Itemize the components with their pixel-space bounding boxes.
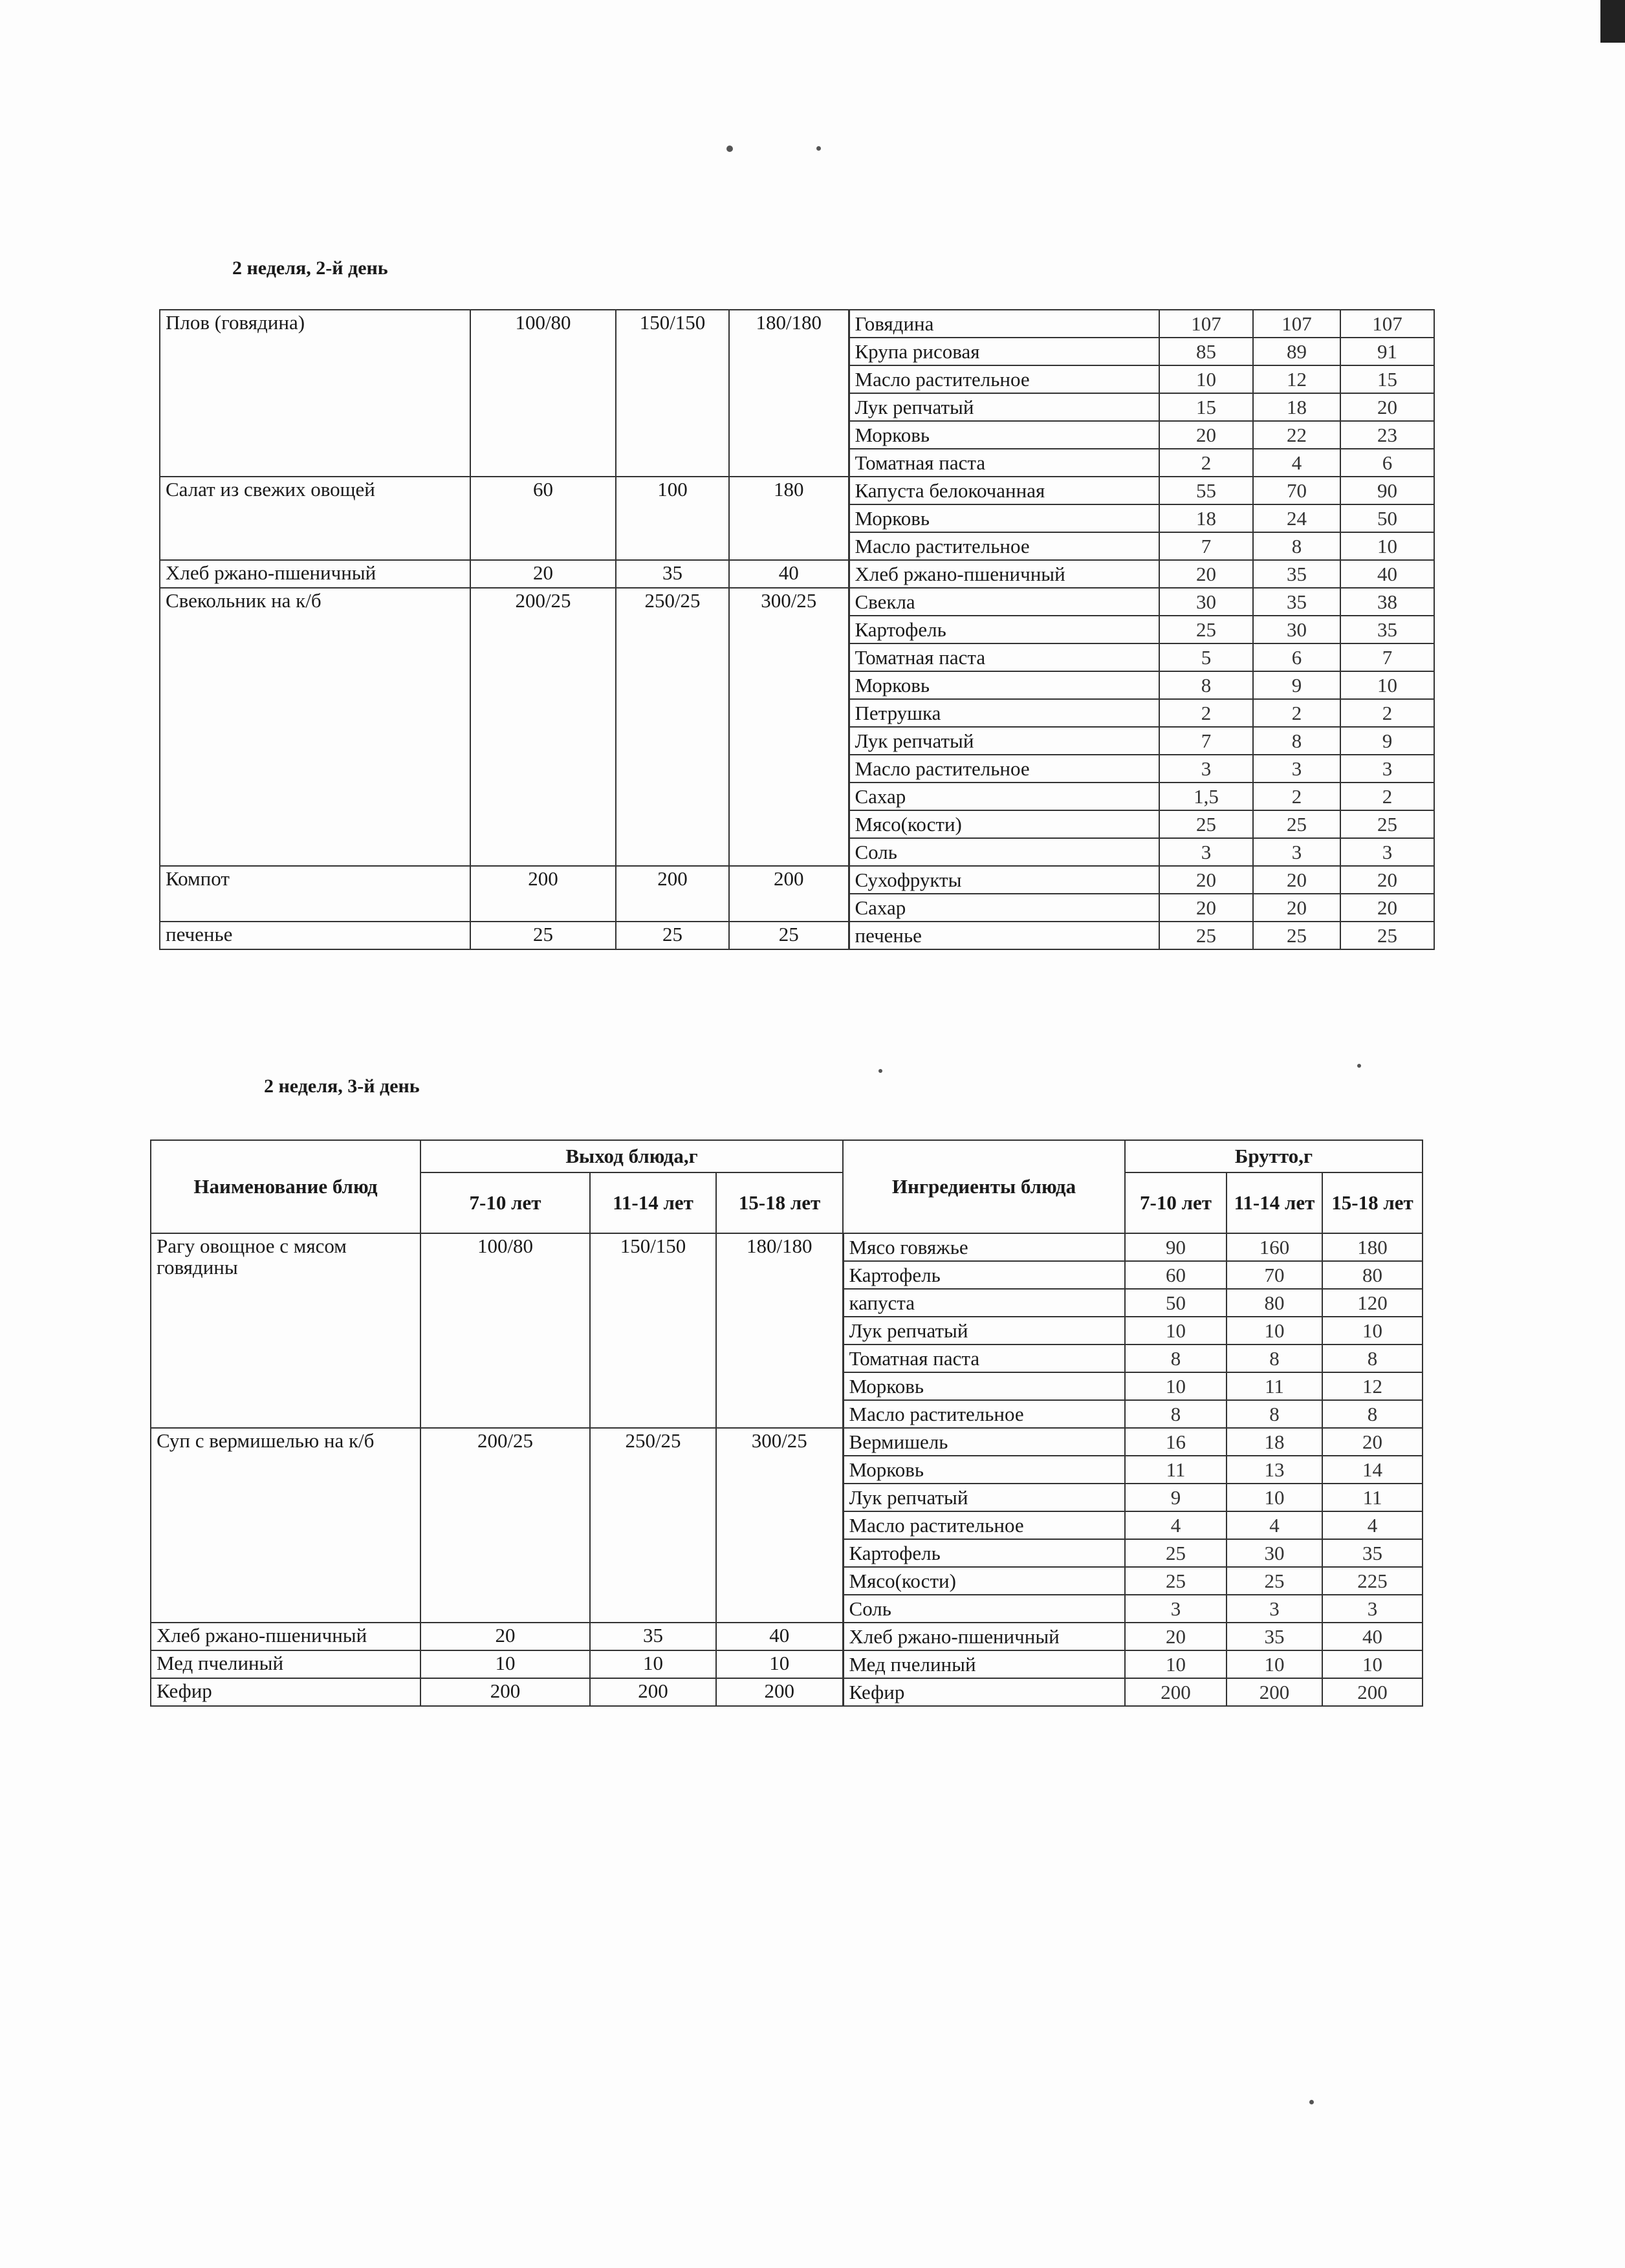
dish-name: Хлеб ржано-пшеничный (151, 1623, 420, 1650)
ingredient-name: Соль (849, 838, 1159, 866)
dish-yield: 180 (729, 477, 849, 560)
brutto-value: 20 (1340, 393, 1434, 421)
brutto-value: 180 (1322, 1233, 1423, 1261)
brutto-value: 35 (1322, 1539, 1423, 1567)
brutto-value: 11 (1125, 1456, 1227, 1484)
ingredient-name: Вермишель (843, 1428, 1125, 1456)
dish-yield: 250/25 (616, 588, 729, 866)
brutto-value: 10 (1227, 1650, 1322, 1678)
table-row (151, 1428, 1423, 1456)
brutto-value: 10 (1227, 1317, 1322, 1345)
brutto-value: 20 (1253, 894, 1340, 922)
ingredient-name: Сахар (849, 783, 1159, 810)
brutto-value: 200 (1125, 1678, 1227, 1706)
ingredient-name: Масло растительное (849, 532, 1159, 560)
ingredient-name: Петрушка (849, 699, 1159, 727)
brutto-value: 6 (1340, 449, 1434, 477)
table-row (151, 1650, 1423, 1678)
brutto-value: 8 (1227, 1345, 1322, 1372)
ingredient-name: Морковь (849, 421, 1159, 449)
brutto-value: 70 (1253, 477, 1340, 504)
ingredient-name: Хлеб ржано-пшеничный (849, 560, 1159, 588)
table-row (160, 866, 1434, 894)
brutto-value: 14 (1322, 1456, 1423, 1484)
brutto-value: 40 (1322, 1623, 1423, 1650)
dish-yield: 180/180 (716, 1233, 843, 1428)
header-yield-age: 11-14 лет (590, 1172, 716, 1233)
brutto-value: 18 (1253, 393, 1340, 421)
brutto-value: 35 (1253, 560, 1340, 588)
table-row (160, 922, 1434, 949)
ingredient-name: Мясо(кости) (849, 810, 1159, 838)
dish-name: Суп с вермишелью на к/б (151, 1428, 420, 1623)
brutto-value: 25 (1159, 810, 1253, 838)
dish-yield: 10 (590, 1650, 716, 1678)
ingredient-name: Масло растительное (849, 365, 1159, 393)
section-title-day3: 2 неделя, 3-й день (264, 1075, 420, 1097)
scan-speck (816, 146, 821, 151)
dish-yield: 40 (729, 560, 849, 588)
ingredient-name: Картофель (849, 616, 1159, 643)
ingredient-name: Мед пчелиный (843, 1650, 1125, 1678)
brutto-value: 80 (1227, 1289, 1322, 1317)
brutto-value: 20 (1159, 894, 1253, 922)
dish-yield: 10 (420, 1650, 590, 1678)
dish-yield: 200 (729, 866, 849, 922)
brutto-value: 11 (1322, 1484, 1423, 1511)
brutto-value: 50 (1125, 1289, 1227, 1317)
ingredient-name: Морковь (849, 504, 1159, 532)
header-ingredients: Ингредиенты блюда (843, 1140, 1125, 1233)
brutto-value: 2 (1340, 783, 1434, 810)
brutto-value: 7 (1159, 532, 1253, 560)
brutto-value: 225 (1322, 1567, 1423, 1595)
dish-yield: 40 (716, 1623, 843, 1650)
brutto-value: 11 (1227, 1372, 1322, 1400)
dish-name: Плов (говядина) (160, 310, 470, 477)
brutto-value: 1,5 (1159, 783, 1253, 810)
dish-yield: 25 (616, 922, 729, 949)
brutto-value: 10 (1322, 1317, 1423, 1345)
dish-yield: 60 (470, 477, 616, 560)
brutto-value: 38 (1340, 588, 1434, 616)
brutto-value: 25 (1253, 922, 1340, 949)
brutto-value: 8 (1322, 1345, 1423, 1372)
brutto-value: 25 (1340, 810, 1434, 838)
dish-name: Компот (160, 866, 470, 922)
brutto-value: 20 (1322, 1428, 1423, 1456)
ingredient-name: Сахар (849, 894, 1159, 922)
brutto-value: 10 (1340, 671, 1434, 699)
table-row (151, 1678, 1423, 1706)
header-dish-name: Наименование блюд (151, 1140, 420, 1233)
ingredient-name: Сухофрукты (849, 866, 1159, 894)
brutto-value: 25 (1125, 1539, 1227, 1567)
ingredient-name: Морковь (849, 671, 1159, 699)
table-row (151, 1623, 1423, 1650)
dish-yield: 300/25 (729, 588, 849, 866)
brutto-value: 90 (1340, 477, 1434, 504)
header-yield: Выход блюда,г (420, 1140, 843, 1172)
brutto-value: 10 (1125, 1317, 1227, 1345)
ingredient-name: Масло растительное (843, 1400, 1125, 1428)
brutto-value: 70 (1227, 1261, 1322, 1289)
dish-name: Рагу овощное с мясом говядины (151, 1233, 420, 1428)
brutto-value: 35 (1253, 588, 1340, 616)
ingredient-name: Хлеб ржано-пшеничный (843, 1623, 1125, 1650)
ingredient-name: Томатная паста (849, 449, 1159, 477)
brutto-value: 3 (1159, 838, 1253, 866)
brutto-value: 8 (1253, 532, 1340, 560)
brutto-value: 20 (1159, 866, 1253, 894)
brutto-value: 9 (1125, 1484, 1227, 1511)
dish-name: Салат из свежих овощей (160, 477, 470, 560)
brutto-value: 30 (1227, 1539, 1322, 1567)
ingredient-name: Картофель (843, 1539, 1125, 1567)
dish-name: печенье (160, 922, 470, 949)
ingredient-name: Лук репчатый (849, 727, 1159, 755)
scan-speck (726, 146, 733, 152)
ingredient-name: Лук репчатый (843, 1317, 1125, 1345)
brutto-value: 3 (1125, 1595, 1227, 1623)
brutto-value: 90 (1125, 1233, 1227, 1261)
brutto-value: 23 (1340, 421, 1434, 449)
ingredient-name: Морковь (843, 1456, 1125, 1484)
brutto-value: 24 (1253, 504, 1340, 532)
brutto-value: 8 (1253, 727, 1340, 755)
dish-yield: 200 (420, 1678, 590, 1706)
brutto-value: 15 (1159, 393, 1253, 421)
brutto-value: 3 (1253, 755, 1340, 783)
brutto-value: 3 (1227, 1595, 1322, 1623)
ingredient-name: Крупа рисовая (849, 338, 1159, 365)
brutto-value: 4 (1227, 1511, 1322, 1539)
brutto-value: 107 (1253, 310, 1340, 338)
brutto-value: 16 (1125, 1428, 1227, 1456)
brutto-value: 9 (1253, 671, 1340, 699)
brutto-value: 3 (1322, 1595, 1423, 1623)
dish-yield: 150/150 (616, 310, 729, 477)
brutto-value: 25 (1253, 810, 1340, 838)
dish-yield: 20 (420, 1623, 590, 1650)
brutto-value: 10 (1322, 1650, 1423, 1678)
brutto-value: 18 (1159, 504, 1253, 532)
brutto-value: 13 (1227, 1456, 1322, 1484)
ingredient-name: Мясо(кости) (843, 1567, 1125, 1595)
ingredient-name: Томатная паста (843, 1345, 1125, 1372)
brutto-value: 200 (1322, 1678, 1423, 1706)
brutto-value: 25 (1227, 1567, 1322, 1595)
ingredient-name: Масло растительное (849, 755, 1159, 783)
brutto-value: 3 (1340, 838, 1434, 866)
brutto-value: 60 (1125, 1261, 1227, 1289)
brutto-value: 2 (1340, 699, 1434, 727)
brutto-value: 4 (1125, 1511, 1227, 1539)
ingredient-name: Лук репчатый (849, 393, 1159, 421)
brutto-value: 8 (1125, 1400, 1227, 1428)
brutto-value: 5 (1159, 643, 1253, 671)
scan-speck (1309, 2100, 1314, 2104)
brutto-value: 8 (1159, 671, 1253, 699)
dish-yield: 35 (590, 1623, 716, 1650)
dish-name: Свекольник на к/б (160, 588, 470, 866)
dish-yield: 200/25 (420, 1428, 590, 1623)
dish-yield: 200 (470, 866, 616, 922)
dish-yield: 100/80 (470, 310, 616, 477)
brutto-value: 2 (1159, 699, 1253, 727)
menu-table-day3 (150, 1139, 1423, 1707)
dish-yield: 100 (616, 477, 729, 560)
brutto-value: 91 (1340, 338, 1434, 365)
brutto-value: 85 (1159, 338, 1253, 365)
dish-yield: 10 (716, 1650, 843, 1678)
menu-table-day2 (159, 309, 1435, 950)
dish-yield: 180/180 (729, 310, 849, 477)
dish-yield: 200/25 (470, 588, 616, 866)
brutto-value: 2 (1159, 449, 1253, 477)
brutto-value: 3 (1253, 838, 1340, 866)
brutto-value: 20 (1159, 421, 1253, 449)
brutto-value: 89 (1253, 338, 1340, 365)
header-brutto-age: 11-14 лет (1227, 1172, 1322, 1233)
brutto-value: 30 (1159, 588, 1253, 616)
dish-yield: 250/25 (590, 1428, 716, 1623)
brutto-value: 3 (1340, 755, 1434, 783)
ingredient-name: Кефир (843, 1678, 1125, 1706)
brutto-value: 40 (1340, 560, 1434, 588)
dish-name: Мед пчелиный (151, 1650, 420, 1678)
dish-name: Хлеб ржано-пшеничный (160, 560, 470, 588)
brutto-value: 10 (1125, 1650, 1227, 1678)
brutto-value: 12 (1322, 1372, 1423, 1400)
brutto-value: 35 (1227, 1623, 1322, 1650)
table-row (160, 310, 1434, 338)
brutto-value: 55 (1159, 477, 1253, 504)
brutto-value: 2 (1253, 699, 1340, 727)
scan-speck (878, 1069, 882, 1073)
brutto-value: 3 (1159, 755, 1253, 783)
brutto-value: 8 (1322, 1400, 1423, 1428)
brutto-value: 6 (1253, 643, 1340, 671)
brutto-value: 2 (1253, 783, 1340, 810)
brutto-value: 10 (1159, 365, 1253, 393)
brutto-value: 10 (1340, 532, 1434, 560)
ingredient-name: капуста (843, 1289, 1125, 1317)
brutto-value: 25 (1159, 616, 1253, 643)
table-row (151, 1233, 1423, 1261)
ingredient-name: Мясо говяжье (843, 1233, 1125, 1261)
ingredient-name: Свекла (849, 588, 1159, 616)
brutto-value: 50 (1340, 504, 1434, 532)
brutto-value: 25 (1125, 1567, 1227, 1595)
ingredient-name: Морковь (843, 1372, 1125, 1400)
header-brutto-age: 15-18 лет (1322, 1172, 1423, 1233)
brutto-value: 30 (1253, 616, 1340, 643)
table-row (160, 560, 1434, 588)
section-title-day2: 2 неделя, 2-й день (232, 257, 388, 279)
dish-name: Кефир (151, 1678, 420, 1706)
brutto-value: 160 (1227, 1233, 1322, 1261)
brutto-value: 15 (1340, 365, 1434, 393)
brutto-value: 4 (1322, 1511, 1423, 1539)
ingredient-name: Говядина (849, 310, 1159, 338)
dish-yield: 25 (470, 922, 616, 949)
brutto-value: 80 (1322, 1261, 1423, 1289)
brutto-value: 7 (1159, 727, 1253, 755)
scan-edge-mark (1600, 0, 1625, 43)
ingredient-name: Капуста белокочанная (849, 477, 1159, 504)
ingredient-name: Лук репчатый (843, 1484, 1125, 1511)
header-brutto: Брутто,г (1125, 1140, 1423, 1172)
ingredient-name: Соль (843, 1595, 1125, 1623)
dish-yield: 100/80 (420, 1233, 590, 1428)
header-yield-age: 7-10 лет (420, 1172, 590, 1233)
brutto-value: 20 (1253, 866, 1340, 894)
header-brutto-age: 7-10 лет (1125, 1172, 1227, 1233)
brutto-value: 20 (1340, 894, 1434, 922)
dish-yield: 150/150 (590, 1233, 716, 1428)
dish-yield: 25 (729, 922, 849, 949)
brutto-value: 25 (1159, 922, 1253, 949)
brutto-value: 10 (1125, 1372, 1227, 1400)
ingredient-name: Томатная паста (849, 643, 1159, 671)
brutto-value: 4 (1253, 449, 1340, 477)
ingredient-name: Картофель (843, 1261, 1125, 1289)
dish-yield: 35 (616, 560, 729, 588)
brutto-value: 200 (1227, 1678, 1322, 1706)
dish-yield: 300/25 (716, 1428, 843, 1623)
brutto-value: 20 (1125, 1623, 1227, 1650)
brutto-value: 20 (1159, 560, 1253, 588)
brutto-value: 20 (1340, 866, 1434, 894)
scan-speck (1357, 1064, 1361, 1068)
brutto-value: 35 (1340, 616, 1434, 643)
brutto-value: 18 (1227, 1428, 1322, 1456)
table-row (160, 477, 1434, 504)
dish-yield: 200 (716, 1678, 843, 1706)
table-row (160, 588, 1434, 616)
brutto-value: 8 (1125, 1345, 1227, 1372)
brutto-value: 7 (1340, 643, 1434, 671)
brutto-value: 107 (1340, 310, 1434, 338)
brutto-value: 25 (1340, 922, 1434, 949)
brutto-value: 12 (1253, 365, 1340, 393)
header-yield-age: 15-18 лет (716, 1172, 843, 1233)
brutto-value: 22 (1253, 421, 1340, 449)
ingredient-name: печенье (849, 922, 1159, 949)
ingredient-name: Масло растительное (843, 1511, 1125, 1539)
brutto-value: 107 (1159, 310, 1253, 338)
brutto-value: 8 (1227, 1400, 1322, 1428)
dish-yield: 200 (590, 1678, 716, 1706)
brutto-value: 9 (1340, 727, 1434, 755)
brutto-value: 10 (1227, 1484, 1322, 1511)
brutto-value: 120 (1322, 1289, 1423, 1317)
dish-yield: 20 (470, 560, 616, 588)
dish-yield: 200 (616, 866, 729, 922)
